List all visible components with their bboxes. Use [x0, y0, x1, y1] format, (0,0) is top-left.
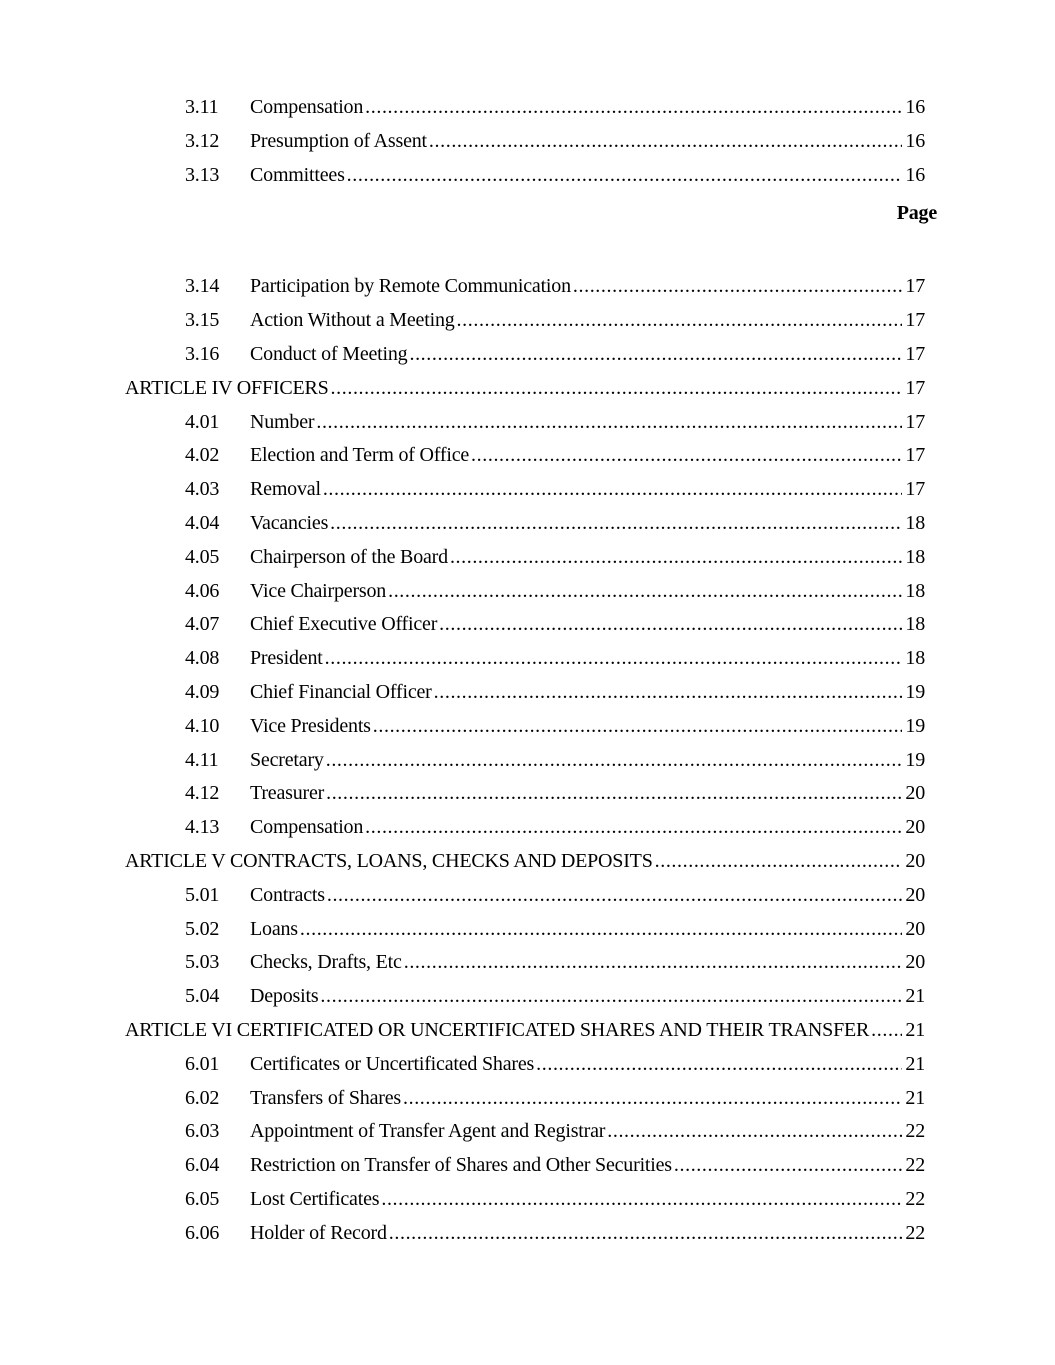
toc-entry-page-number: 21 [905, 1052, 925, 1075]
toc-entry-row [125, 473, 925, 507]
toc-entry-title: Certificates or Uncertificated Shares [250, 1052, 535, 1075]
toc-entry-page-number: 18 [905, 613, 925, 636]
toc-entry-page-number: 17 [905, 309, 925, 332]
toc-entry-number: 3.13 [185, 163, 220, 186]
toc-entry-title: Secretary [250, 748, 324, 771]
dot-leader [316, 406, 902, 440]
toc-entry-row [125, 676, 925, 710]
dot-leader [300, 913, 903, 947]
toc-entry-page-number: 16 [905, 96, 925, 118]
toc-entry-row [125, 913, 925, 947]
toc-entry-number: 4.06 [185, 579, 220, 602]
toc-entry-number: 4.02 [185, 444, 220, 467]
toc-entry-number: 4.08 [185, 647, 220, 670]
dot-leader [365, 91, 902, 125]
dot-leader [450, 541, 902, 575]
toc-entry-number: 6.01 [185, 1052, 220, 1075]
toc-entry-title: Compensation [250, 816, 364, 839]
toc-entry-title: Holder of Record [250, 1221, 387, 1244]
toc-entry-page-number: 18 [905, 647, 925, 670]
toc-entry-title: Vice Chairperson [250, 579, 387, 602]
toc-entry-row [125, 270, 925, 304]
dot-leader [655, 845, 903, 879]
toc-entry-number: 4.12 [185, 782, 220, 805]
toc-entry-row [125, 879, 925, 913]
dot-leader [434, 676, 903, 710]
toc-entry-row [125, 304, 925, 338]
dot-leader [674, 1149, 902, 1183]
toc-entry-number: 5.01 [185, 883, 220, 906]
toc-entry-title: Removal [250, 478, 321, 501]
toc-entry-row [125, 159, 925, 193]
toc-entry-number: 4.03 [185, 478, 220, 501]
table-of-contents [125, 91, 937, 1251]
dot-leader [326, 744, 903, 778]
toc-entry-number: 5.04 [185, 985, 220, 1008]
toc-article-title: ARTICLE VI CERTIFICATED OR UNCERTIFICATED SHARES AND THEIR TRANSFER [125, 1018, 870, 1041]
toc-entry-number: 4.10 [185, 714, 220, 737]
toc-entry-number: 3.12 [185, 129, 220, 152]
toc-section-top [125, 91, 925, 192]
dot-leader [381, 1183, 902, 1217]
toc-entry-row [125, 91, 925, 125]
toc-entry-number: 6.03 [185, 1120, 220, 1143]
toc-entry-page-number: 17 [905, 275, 925, 298]
toc-entry-title: Election and Term of Office [250, 444, 470, 467]
dot-leader [573, 270, 903, 304]
toc-entry-row [125, 710, 925, 744]
toc-entry-number: 5.02 [185, 917, 220, 940]
toc-entry-title: Number [250, 410, 315, 433]
toc-article-title: ARTICLE IV OFFICERS [125, 376, 329, 399]
toc-entry-page-number: 20 [905, 782, 925, 805]
toc-entry-row [125, 946, 925, 980]
dot-leader [607, 1115, 902, 1149]
dot-leader [373, 710, 903, 744]
toc-entry-number: 6.06 [185, 1221, 220, 1244]
toc-entry-title: Contracts [250, 883, 325, 906]
dot-leader [325, 642, 903, 676]
toc-entry-row [125, 811, 925, 845]
toc-entry-row [125, 125, 925, 159]
toc-entry-title: Vice Presidents [250, 714, 371, 737]
toc-entry-page-number: 16 [905, 163, 925, 186]
toc-entry-row [125, 507, 925, 541]
toc-entry-row [125, 1082, 925, 1116]
toc-entry-row [125, 541, 925, 575]
toc-entry-number: 4.09 [185, 680, 220, 703]
toc-entry-page-number: 18 [905, 579, 925, 602]
toc-entry-row [125, 642, 925, 676]
toc-entry-number: 4.11 [185, 748, 219, 771]
toc-entry-page-number: 19 [905, 748, 925, 771]
toc-entry-title: Action Without a Meeting [250, 309, 455, 332]
toc-entry-number: 4.05 [185, 545, 220, 568]
toc-entry-page-number: 17 [905, 342, 925, 365]
toc-entry-title: Chairperson of the Board [250, 545, 448, 568]
toc-entry-page-number: 20 [905, 951, 925, 974]
toc-entry-row [125, 406, 925, 440]
toc-entry-page-number: 22 [905, 1154, 925, 1177]
toc-entry-page-number: 20 [905, 849, 925, 872]
toc-entry-page-number: 17 [905, 478, 925, 501]
dot-leader [471, 439, 902, 473]
toc-entry-page-number: 21 [905, 1086, 925, 1109]
toc-entry-number: 5.03 [185, 951, 220, 974]
dot-leader [327, 879, 903, 913]
dot-leader [365, 811, 902, 845]
toc-entry-page-number: 17 [905, 376, 925, 399]
toc-article-title: ARTICLE V CONTRACTS, LOANS, CHECKS AND DEPOSITS [125, 849, 653, 872]
toc-entry-page-number: 19 [905, 714, 925, 737]
toc-entry-title: Appointment of Transfer Agent and Registrar [250, 1120, 606, 1143]
toc-article-row [125, 845, 925, 879]
toc-entry-title: Deposits [250, 985, 319, 1008]
toc-entry-page-number: 22 [905, 1221, 925, 1244]
toc-entry-number: 6.04 [185, 1154, 220, 1177]
toc-entry-title: Conduct of Meeting [250, 342, 408, 365]
toc-entry-number: 4.07 [185, 613, 220, 636]
toc-entry-row [125, 777, 925, 811]
toc-entry-row [125, 1149, 925, 1183]
toc-entry-page-number: 20 [905, 883, 925, 906]
dot-leader [439, 608, 902, 642]
toc-entry-row [125, 1048, 925, 1082]
dot-leader [404, 946, 903, 980]
dot-leader [388, 575, 902, 609]
toc-entry-number: 3.15 [185, 309, 220, 332]
toc-entry-title: Chief Financial Officer [250, 680, 432, 703]
dot-leader [331, 372, 903, 406]
toc-entry-row [125, 980, 925, 1014]
toc-section-main [125, 270, 925, 1250]
dot-leader [429, 125, 902, 159]
toc-entry-title: Treasurer [250, 782, 325, 805]
page-column-header-label: Page [896, 202, 937, 225]
toc-entry-title: Compensation [250, 96, 364, 118]
page-column-header [125, 196, 937, 230]
toc-article-row [125, 372, 925, 406]
toc-entry-title: Committees [250, 163, 345, 186]
toc-entry-row [125, 608, 925, 642]
toc-entry-page-number: 21 [905, 985, 925, 1008]
toc-entry-page-number: 16 [905, 129, 925, 152]
dot-leader [536, 1048, 902, 1082]
toc-entry-row [125, 1115, 925, 1149]
dot-leader [871, 1014, 902, 1048]
dot-leader [389, 1217, 903, 1251]
dot-leader [330, 507, 902, 541]
toc-entry-page-number: 18 [905, 511, 925, 534]
toc-entry-number: 6.05 [185, 1187, 220, 1210]
toc-entry-page-number: 17 [905, 410, 925, 433]
toc-entry-page-number: 19 [905, 680, 925, 703]
toc-entry-title: Chief Executive Officer [250, 613, 438, 636]
dot-leader [409, 338, 902, 372]
dot-leader [347, 159, 903, 193]
dot-leader [457, 304, 903, 338]
toc-entry-page-number: 22 [905, 1187, 925, 1210]
toc-entry-page-number: 22 [905, 1120, 925, 1143]
toc-entry-row [125, 575, 925, 609]
toc-entry-row [125, 439, 925, 473]
toc-entry-number: 4.13 [185, 816, 220, 839]
toc-entry-row [125, 1217, 925, 1251]
toc-article-row [125, 1014, 925, 1048]
toc-entry-row [125, 1183, 925, 1217]
toc-entry-page-number: 18 [905, 545, 925, 568]
toc-entry-number: 6.02 [185, 1086, 220, 1109]
toc-entry-title: Lost Certificates [250, 1187, 380, 1210]
toc-entry-title: Presumption of Assent [250, 129, 427, 152]
toc-entry-page-number: 20 [905, 917, 925, 940]
toc-entry-number: 4.04 [185, 511, 220, 534]
dot-leader [323, 473, 903, 507]
toc-entry-number: 3.11 [185, 96, 219, 118]
dot-leader [320, 980, 902, 1014]
toc-entry-title: President [250, 647, 323, 670]
toc-entry-title: Checks, Drafts, Etc [250, 951, 402, 974]
toc-entry-number: 3.14 [185, 275, 220, 298]
toc-entry-row [125, 338, 925, 372]
toc-entry-page-number: 21 [905, 1018, 925, 1041]
toc-entry-row [125, 744, 925, 778]
toc-entry-page-number: 20 [905, 816, 925, 839]
toc-entry-page-number: 17 [905, 444, 925, 467]
dot-leader [403, 1082, 902, 1116]
toc-entry-title: Participation by Remote Communication [250, 275, 571, 298]
dot-leader [326, 777, 902, 811]
toc-entry-title: Restriction on Transfer of Shares and Other Securities [250, 1154, 672, 1177]
toc-entry-number: 4.01 [185, 410, 220, 433]
toc-entry-number: 3.16 [185, 342, 220, 365]
toc-entry-title: Loans [250, 917, 298, 940]
toc-entry-title: Transfers of Shares [250, 1086, 401, 1109]
toc-entry-title: Vacancies [250, 511, 329, 534]
